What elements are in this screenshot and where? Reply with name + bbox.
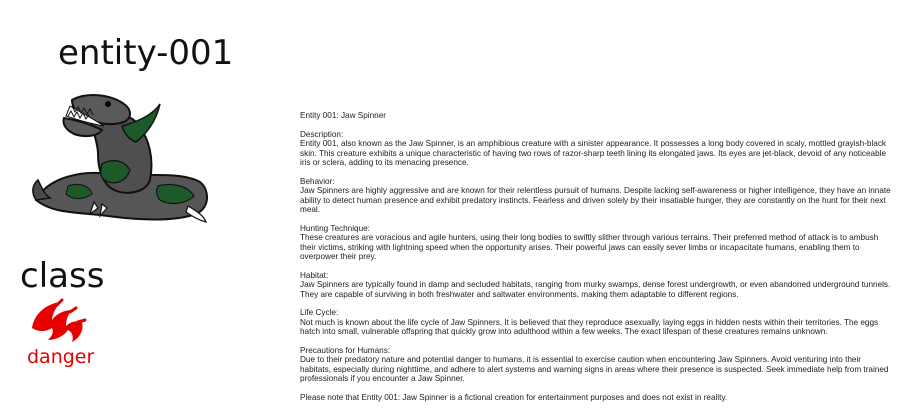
- class-label: class: [20, 256, 105, 296]
- jaw-spinner-illustration-icon: [28, 82, 218, 227]
- section-title-lifecycle: Life Cycle:: [300, 308, 339, 318]
- section-body-precautions: Due to their predatory nature and potential danger to humans, it is essential to exercise caution when encountering Jaw Spinners. Avoid venturing into their habitats, especially during nighttime, and adhere to alert systems and warning signs in areas where their presence is suspected. Seek immediate help from trained professionals if you encounter a Jaw Spinner.: [300, 355, 889, 384]
- section-body-lifecycle: Not much is known about the life cycle of Jaw Spinners. It is believed that they reproduce asexually, laying eggs in hidden nests within their territories. The eggs hatch into small, vulnerable offspring that quickly grow into adulthood within a few weeks. The exact lifespan of these creatures remains unknown.: [300, 317, 879, 337]
- entity-panel: [0, 0, 290, 415]
- disclaimer-text: Please note that Entity 001: Jaw Spinner is a fictional creation for entertainment purposes and does not exist in reality.: [300, 393, 728, 403]
- class-level-text: danger: [27, 346, 95, 368]
- section-title-habitat: Habitat:: [300, 270, 329, 280]
- section-title-hunting: Hunting Technique:: [300, 223, 370, 233]
- entity-name: entity-001: [58, 33, 234, 73]
- section-title-description: Description:: [300, 129, 344, 139]
- section-body-habitat: Jaw Spinners are typically found in damp and secluded habitats, ranging from murky swamps, dense forest undergrowth, or even abandoned underground tunnels. They are capable of surviving in both freshwater and saltwater environments, making them adaptable to different regions.: [300, 280, 891, 299]
- section-body-behavior: Jaw Spinners are highly aggressive and are known for their relentless pursuit of humans. Despite lacking self-awareness or higher intelligence, they have an innate ability to detect human presence and exhibit predatory instincts. Fearless and driven solely by their insatiable hunger, they are constantly on the hunt for their next meal.: [300, 186, 891, 215]
- danger-hazard-icon: [26, 296, 90, 346]
- section-body-hunting: These creatures are voracious and agile hunters, using their long bodies to swiftly slither through various terrains. Their preferred method of attack is to ambush their victims, striking with lightning speed when the opportunity arises. Their powerful jaws can easily sever limbs or incapacitate humans, enabling them to overpower their prey.: [300, 233, 879, 262]
- section-body-description: Entity 001, also known as the Jaw Spinner, is an amphibious creature with a sinister appearance. It possesses a long body covered in scaly, mottled grayish-black skin. This creature exhibits a unique characteristic of having two rows of razor-sharp teeth lining its elongated jaws. Its eyes are jet-black, devoid of any noticeable iris or sclera, adding to its menacing presence.: [300, 139, 887, 168]
- section-title-precautions: Precautions for Humans:: [300, 346, 391, 356]
- document-heading: Entity 001: Jaw Spinner: [300, 111, 387, 120]
- entity-document: [300, 111, 892, 402]
- section-title-behavior: Behavior:: [300, 176, 335, 186]
